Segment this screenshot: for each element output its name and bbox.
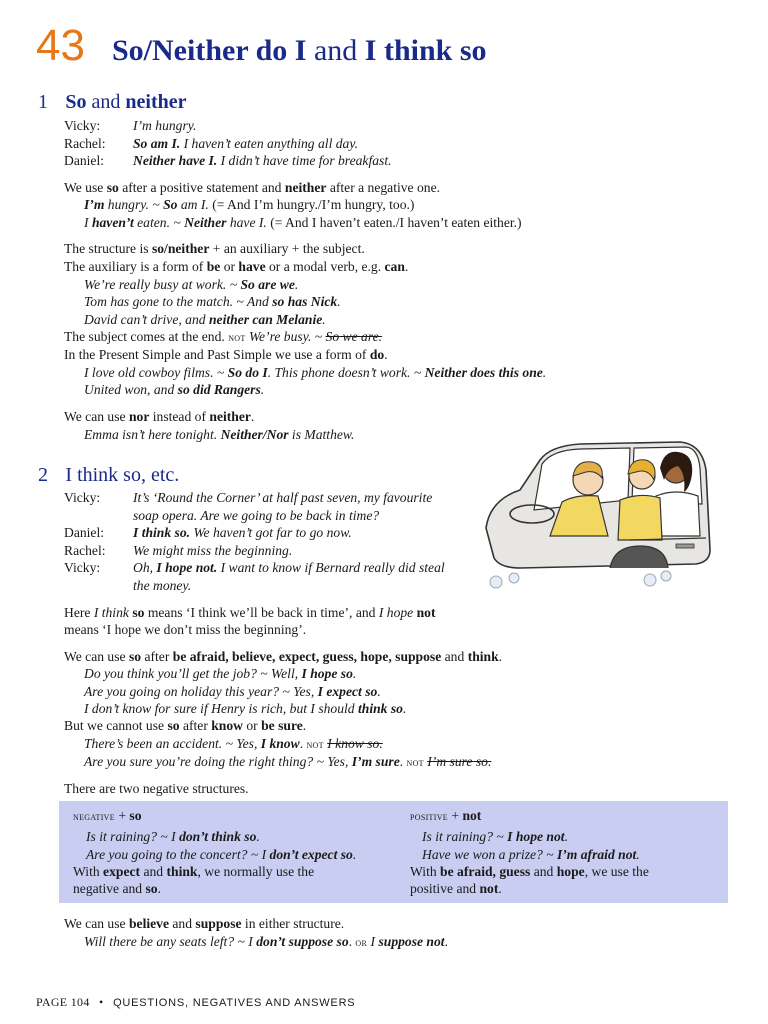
table-header-negative: negative + so [73,808,142,823]
section-2-heading: 2 I think so, etc. [38,464,180,486]
table-header-positive: positive + not [410,808,482,823]
footer-bullet: • [99,995,104,1009]
speaker-name: Vicky: [64,118,101,133]
rule-text: We can use believe and suppose in either structure. [64,916,345,931]
rule-text: We use so after a positive statement and neither after a negative one. [64,180,441,195]
example-line: I love old cowboy films. ~ So do I. This phone doesn’t work. ~ Neither does this one. [84,365,547,380]
rule-text: Here I think so means ‘I think we’ll be back in time’, and I hope not [64,605,436,620]
rule-text: The auxiliary is a form of be or have or a modal verb, e.g. can. [64,259,409,274]
table-example: Have we won a prize? ~ I’m afraid not. [422,847,640,862]
table-note: negative and so. [73,881,161,896]
speaker-name: Daniel: [64,525,105,540]
incorrect-example: I’m sure so. [427,754,492,769]
rule-text: The structure is so/neither + an auxiliary + the subject. [64,241,365,256]
example-line: David can’t drive, and neither can Melanie. [84,312,326,327]
dialogue-line: soap opera. Are we going to be back in time? [133,507,380,523]
example-line: United won, and so did Rangers. [84,382,265,397]
example-line: There’s been an accident. ~ Yes, I know. not I know so. [84,736,383,751]
chapter-title: QUESTIONS, NEGATIVES AND ANSWERS [113,997,356,1009]
table-note: With expect and think, we normally use the [73,864,315,879]
unit-title: So/Neither do I and I think so [112,34,487,67]
table-example: Are you going to the concert? ~ I don’t expect so. [86,847,357,862]
incorrect-example: I know so. [327,736,383,751]
table-note: With be afraid, guess and hope, we use the [410,864,649,879]
example-line: Are you going on holiday this year? ~ Yes, I expect so. [84,684,381,699]
rule-text: We can use nor instead of neither. [64,409,255,424]
speaker-name: Rachel: [64,135,106,151]
rule-text: In the Present Simple and Past Simple we use a form of do. [64,347,388,362]
example-line: Do you think you’ll get the job? ~ Well, I hope so. [84,666,357,681]
dialogue-line: We might miss the beginning. [133,542,293,558]
example-line: I haven’t eaten. ~ Neither have I. (= And I haven’t eaten./I haven’t eaten either.) [84,215,522,230]
rule-text: We can use so after be afraid, believe, expect, guess, hope, suppose and think. [64,649,503,664]
example-line: Tom has gone to the match. ~ And so has Nick. [84,294,341,309]
table-note: positive and not. [410,881,502,896]
rule-text: There are two negative structures. [64,781,249,796]
dialogue-line: Oh, I hope not. I want to know if Bernard really did steal [133,560,445,575]
dialogue-line: I think so. We haven’t got far to go now. [133,525,352,540]
example-line: Are you sure you’re doing the right thing? ~ Yes, I’m sure. not I’m sure so. [84,754,492,769]
unit-number: 43 [36,21,85,70]
incorrect-example: So we are. [325,329,383,344]
car-illustration [480,440,716,590]
section-number: 1 [38,91,48,113]
table-example: Is it raining? ~ I don’t think so. [86,829,260,844]
example-line: I’m hungry. ~ So am I. (= And I’m hungry./I’m hungry, too.) [84,197,415,212]
dialogue-line: the money. [133,577,192,593]
section-1-heading: 1 So and neither [38,91,187,113]
table-example: Is it raining? ~ I hope not. [422,829,568,844]
example-line: We’re really busy at work. ~ So are we. [84,277,299,292]
rule-text: means ‘I hope we don’t miss the beginning’. [64,622,307,637]
page-footer [36,994,355,1012]
dialogue-line: Neither have I. I didn’t have time for breakfast. [133,153,392,168]
example-line: Will there be any seats left? ~ I don’t suppose so. or I suppose not. [84,934,448,949]
speaker-name: Vicky: [64,560,101,575]
section-number: 2 [38,464,48,486]
example-line: Emma isn’t here tonight. Neither/Nor is Matthew. [84,427,355,442]
dialogue-line: I’m hungry. [133,118,197,133]
speaker-name: Vicky: [64,490,101,505]
dialogue-line: It’s ‘Round the Corner’ at half past seven, my favourite [133,490,433,505]
page-number: PAGE 104 [36,995,90,1009]
speaker-name: Daniel: [64,153,105,168]
rule-text: The subject comes at the end. not We’re busy. ~ So we are. [64,329,383,344]
example-line: I don’t know for sure if Henry is rich, but I should think so. [84,701,407,716]
speaker-name: Rachel: [64,542,106,558]
rule-text: But we cannot use so after know or be sure. [64,718,307,733]
dialogue-line: So am I. I haven’t eaten anything all day. [133,135,359,151]
